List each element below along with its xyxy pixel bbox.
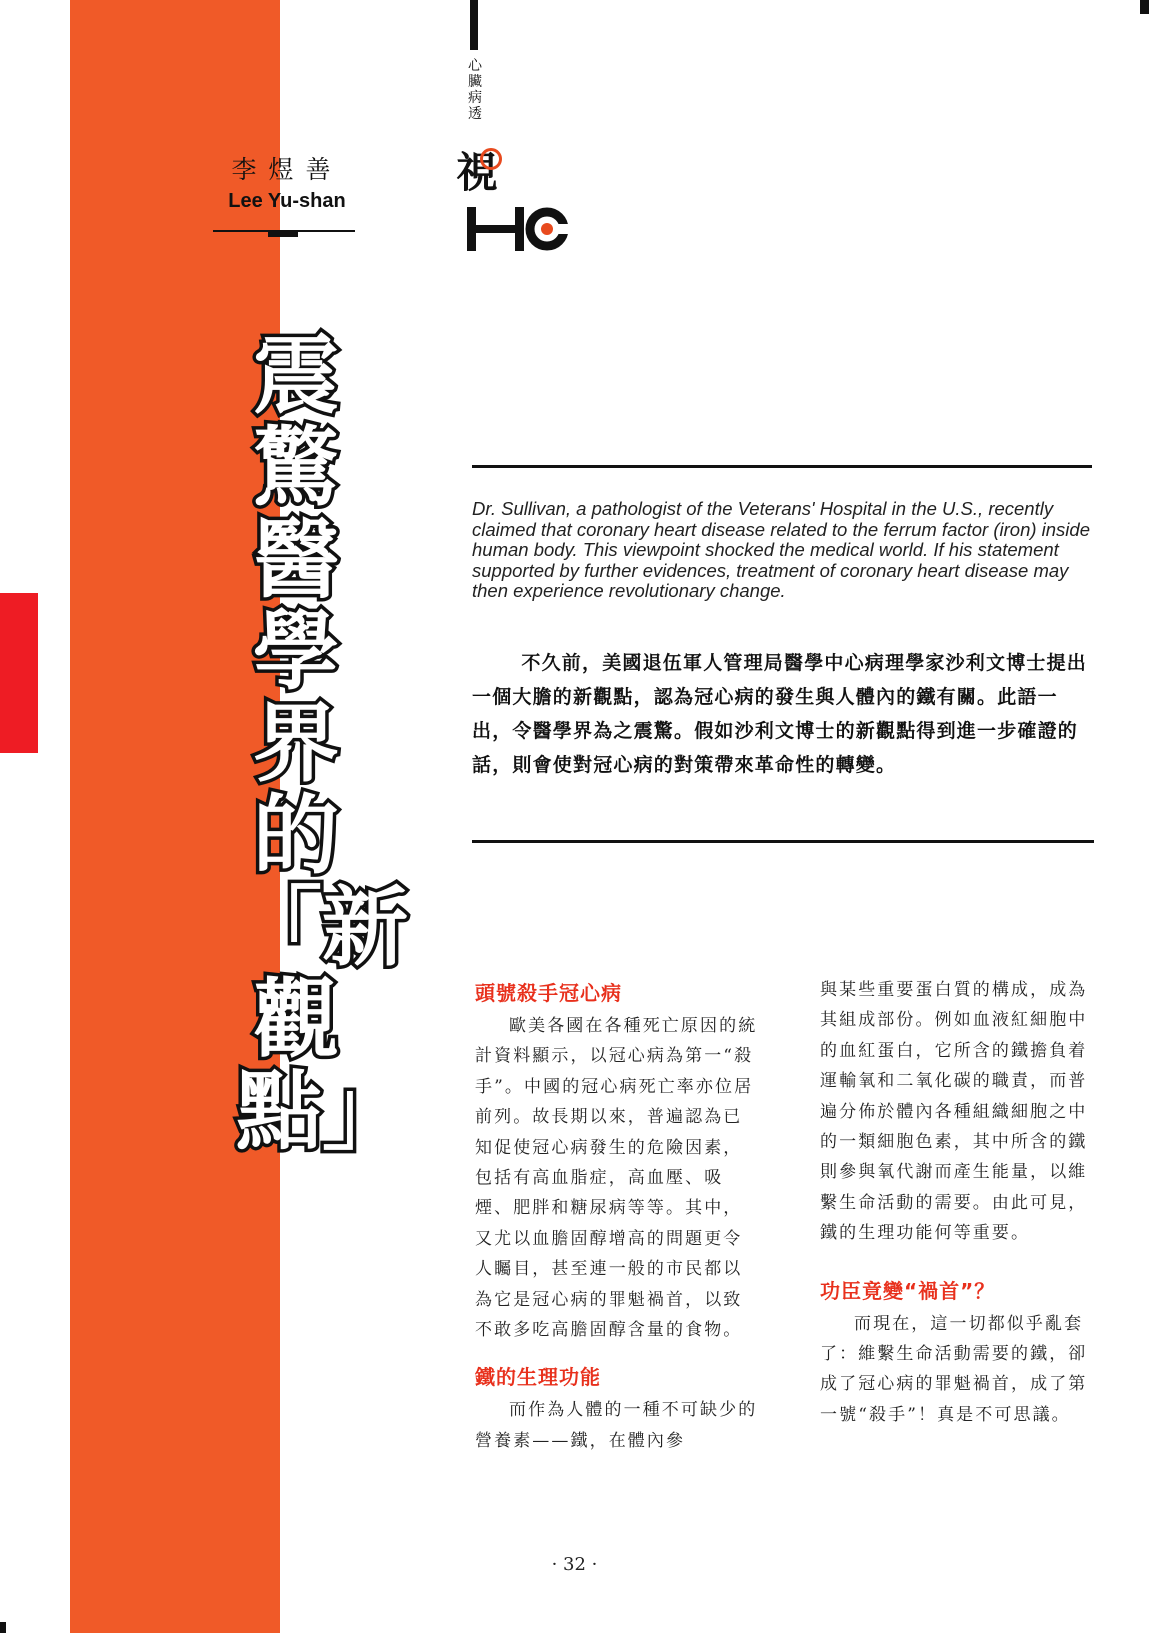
- logo-accent-dot: [480, 148, 502, 170]
- section-heading: 頭號殺手冠心病: [475, 981, 622, 1005]
- red-edge-tab: [0, 593, 38, 753]
- body-paragraph: 歐美各國在各種死亡原因的統計資料顯示，以冠心病為第一“殺手”。中國的冠心病死亡率亦位居前列。故長期以來，普遍認為已知促使冠心病發生的危險因素，包括有高血脂症，高血壓、吸煙、肥胖和糖尿病等等。其中，又尤以血膽固醇增高的問題更令人矚目，甚至連一般的市民都以為它是冠心病的罪魁禍首，以致不敢多吃高膽固醇含量的食物。: [475, 1016, 758, 1341]
- page-number: · 32 ·: [551, 1554, 598, 1575]
- abstract-bottom-rule: [472, 840, 1094, 843]
- author-block: [212, 150, 362, 213]
- abstract-english: Dr. Sullivan, a pathologist of the Veterans' Hospital in the U.S., recently claimed that coronary heart disease related to the ferrum factor (iron) inside human body. This viewpoint shocked the medical world. If his statement supported by further evidences, treatment of coronary heart disease may then experience revolutionary change.: [472, 498, 1090, 601]
- corner-mark: [1140, 0, 1149, 14]
- column-logo-bar: [470, 0, 478, 50]
- abstract-chinese: 不久前，美國退伍軍人管理局醫學中心病理學家沙利文博士提出一個大膽的新觀點，認為冠心病的發生與人體內的鐵有關。此語一出，令醫學界為之震驚。假如沙利文博士的新觀點得到進一步確證的話，則會使對冠心病的對策帶來革命性的轉變。: [472, 652, 1087, 776]
- author-name-cn: 李煜善: [231, 155, 343, 184]
- column-series-text: 心臟病透: [468, 58, 482, 122]
- author-name-en: Lee Yu-shan: [228, 190, 346, 212]
- body-column-left: [475, 977, 760, 1456]
- abstract-top-rule: [472, 465, 1092, 468]
- author-rule-tick: [268, 231, 298, 237]
- body-paragraph: 而現在，這一切都似乎亂套了：維繫生命活動需要的鐵，卻成了冠心病的罪魁禍首，成了第一號“殺手”！真是不可思議。: [820, 1313, 1088, 1425]
- section-heading: 鐵的生理功能: [475, 1365, 601, 1390]
- body-column-right: [820, 975, 1105, 1430]
- body-paragraph: 而作為人體的一種不可缺少的營養素——鐵，在體內參: [475, 1400, 758, 1451]
- article-title: 震驚醫學界的「新觀點」: [236, 326, 408, 1162]
- corner-mark: [0, 1622, 6, 1633]
- body-paragraph: 與某些重要蛋白質的構成，成為其組成部份。例如血液紅細胞中的血紅蛋白，它所含的鐵擔負着運輸氧和二氧化碳的職責，而普遍分佈於體內各種組織細胞之中的一類細胞色素，其中所含的鐵則參與氧代謝而產生能量，以維繫生命活動的需要。由此可見，鐵的生理功能何等重要。: [820, 980, 1088, 1244]
- hc-logo-icon: [467, 207, 571, 251]
- section-heading: 功臣竟變“禍首”？: [820, 1278, 996, 1303]
- column-logo-char: 視: [456, 148, 499, 197]
